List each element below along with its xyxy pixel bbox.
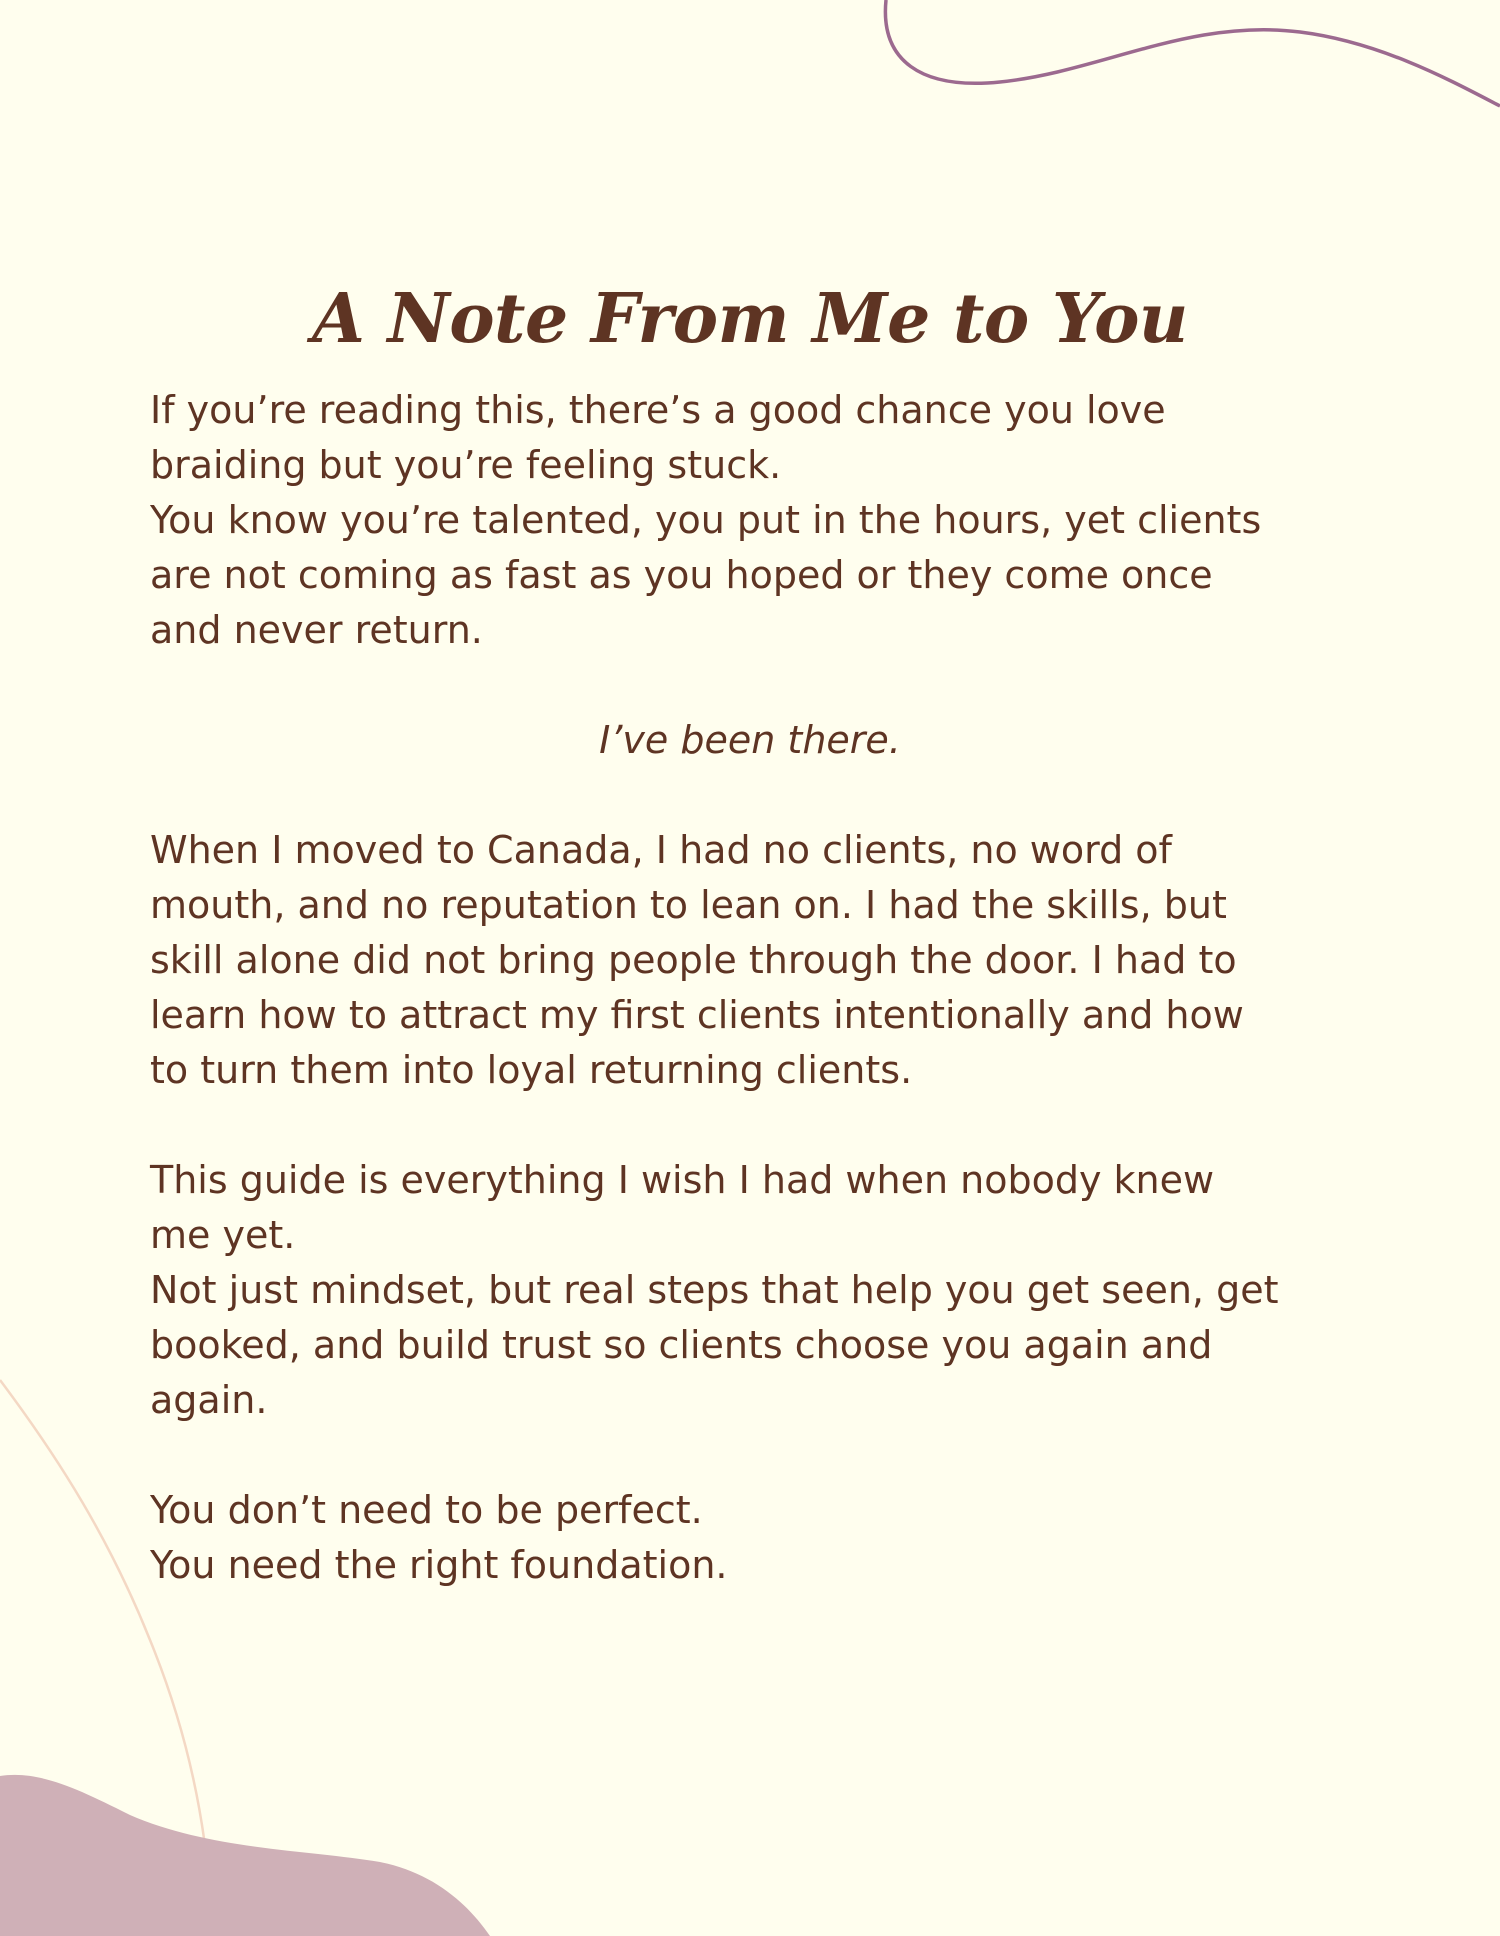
text-line: Not just mindset, but real steps that help you get seen, get [150,1268,1279,1312]
top-right-curve-line [885,0,1500,106]
text-line: learn how to attract my first clients intentionally and how [150,993,1244,1037]
page-title: A Note From Me to You [312,278,1188,359]
text-line: mouth, and no reputation to lean on. I had the skills, but [150,883,1227,927]
paragraph-spacer [150,1098,1350,1153]
text-line: and never return. [150,608,483,652]
bottom-left-blob [0,1775,490,1936]
text-line: You need the right foundation. [150,1543,728,1587]
text-line: This guide is everything I wish I had when nobody knew [150,1158,1215,1202]
paragraph-spacer [150,768,1350,823]
text-line: again. [150,1378,268,1422]
been-there-line: I’ve been there. [599,718,901,762]
text-line: If you’re reading this, there’s a good chance you love [150,388,1166,432]
paragraph-spacer [150,1428,1350,1483]
text-line: booked, and build trust so clients choose you again and [150,1323,1213,1367]
text-line: me yet. [150,1213,296,1257]
story-paragraph [150,823,1350,1098]
paragraph-spacer [150,658,1350,713]
text-line: When I moved to Canada, I had no clients, no word of [150,828,1172,872]
text-line: You know you’re talented, you put in the hours, yet clients [150,498,1262,542]
intro-paragraph [150,383,1350,658]
note-body [150,383,1350,1593]
closing-paragraph [150,1483,1350,1593]
text-line: braiding but you’re feeling stuck. [150,443,782,487]
text-line: skill alone did not bring people through the door. I had to [150,938,1237,982]
text-line: to turn them into loyal returning clients. [150,1048,913,1092]
guide-paragraph [150,1153,1350,1428]
text-line: You don’t need to be perfect. [150,1488,703,1532]
text-line: are not coming as fast as you hoped or they come once [150,553,1213,597]
